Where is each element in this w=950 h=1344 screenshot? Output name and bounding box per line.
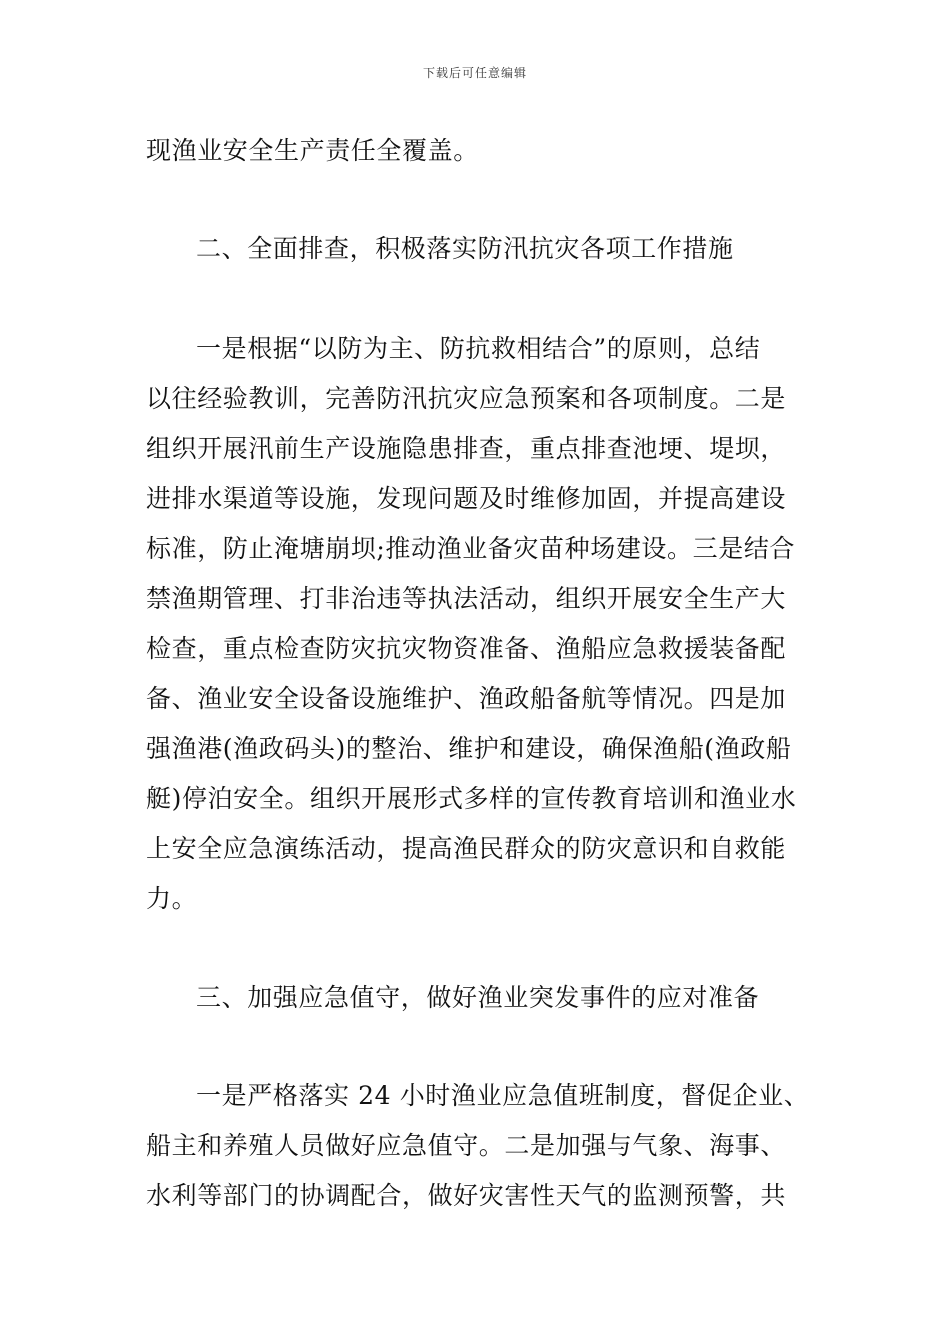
paragraph-line: 强渔港(渔政码头)的整治、维护和建设，确保渔船(渔政船 — [146, 734, 792, 763]
paragraph-line: 以往经验教训，完善防汛抗灾应急预案和各项制度。二是 — [146, 384, 787, 413]
paragraph-line: 现渔业安全生产责任全覆盖。 — [146, 136, 479, 165]
paragraph-line: 艇)停泊安全。组织开展形式多样的宣传教育培训和渔业水 — [146, 784, 797, 813]
paragraph-line: 进排水渠道等设施，发现问题及时维修加固，并提高建设 — [146, 484, 787, 513]
paragraph-line: 一是严格落实 24 小时渔业应急值班制度，督促企业、 — [196, 1081, 810, 1110]
header-note: 下载后可任意编辑 — [422, 66, 527, 80]
section-heading-2: 二、全面排查，积极落实防汛抗灾各项工作措施 — [196, 234, 734, 263]
paragraph-line: 备、渔业安全设备设施维护、渔政船备航等情况。四是加 — [146, 684, 787, 713]
paragraph-line: 水利等部门的协调配合，做好灾害性天气的监测预警，共 — [146, 1181, 787, 1210]
paragraph-line: 船主和养殖人员做好应急值守。二是加强与气象、海事、 — [146, 1131, 787, 1160]
paragraph-line: 一是根据“以防为主、防抗救相结合”的原则，总结 — [196, 334, 761, 363]
paragraph-line: 上安全应急演练活动，提高渔民群众的防灾意识和自救能 — [146, 834, 787, 863]
paragraph-line: 检查，重点检查防灾抗灾物资准备、渔船应急救援装备配 — [146, 634, 787, 663]
paragraph-line: 力。 — [146, 884, 198, 913]
paragraph-line: 禁渔期管理、打非治违等执法活动，组织开展安全生产大 — [146, 584, 787, 613]
paragraph-line: 标准，防止淹塘崩坝;推动渔业备灾苗种场建设。三是结合 — [146, 534, 796, 563]
section-heading-3: 三、加强应急值守，做好渔业突发事件的应对准备 — [196, 983, 760, 1012]
paragraph-line: 组织开展汛前生产设施隐患排查，重点排查池埂、堤坝， — [146, 434, 787, 463]
